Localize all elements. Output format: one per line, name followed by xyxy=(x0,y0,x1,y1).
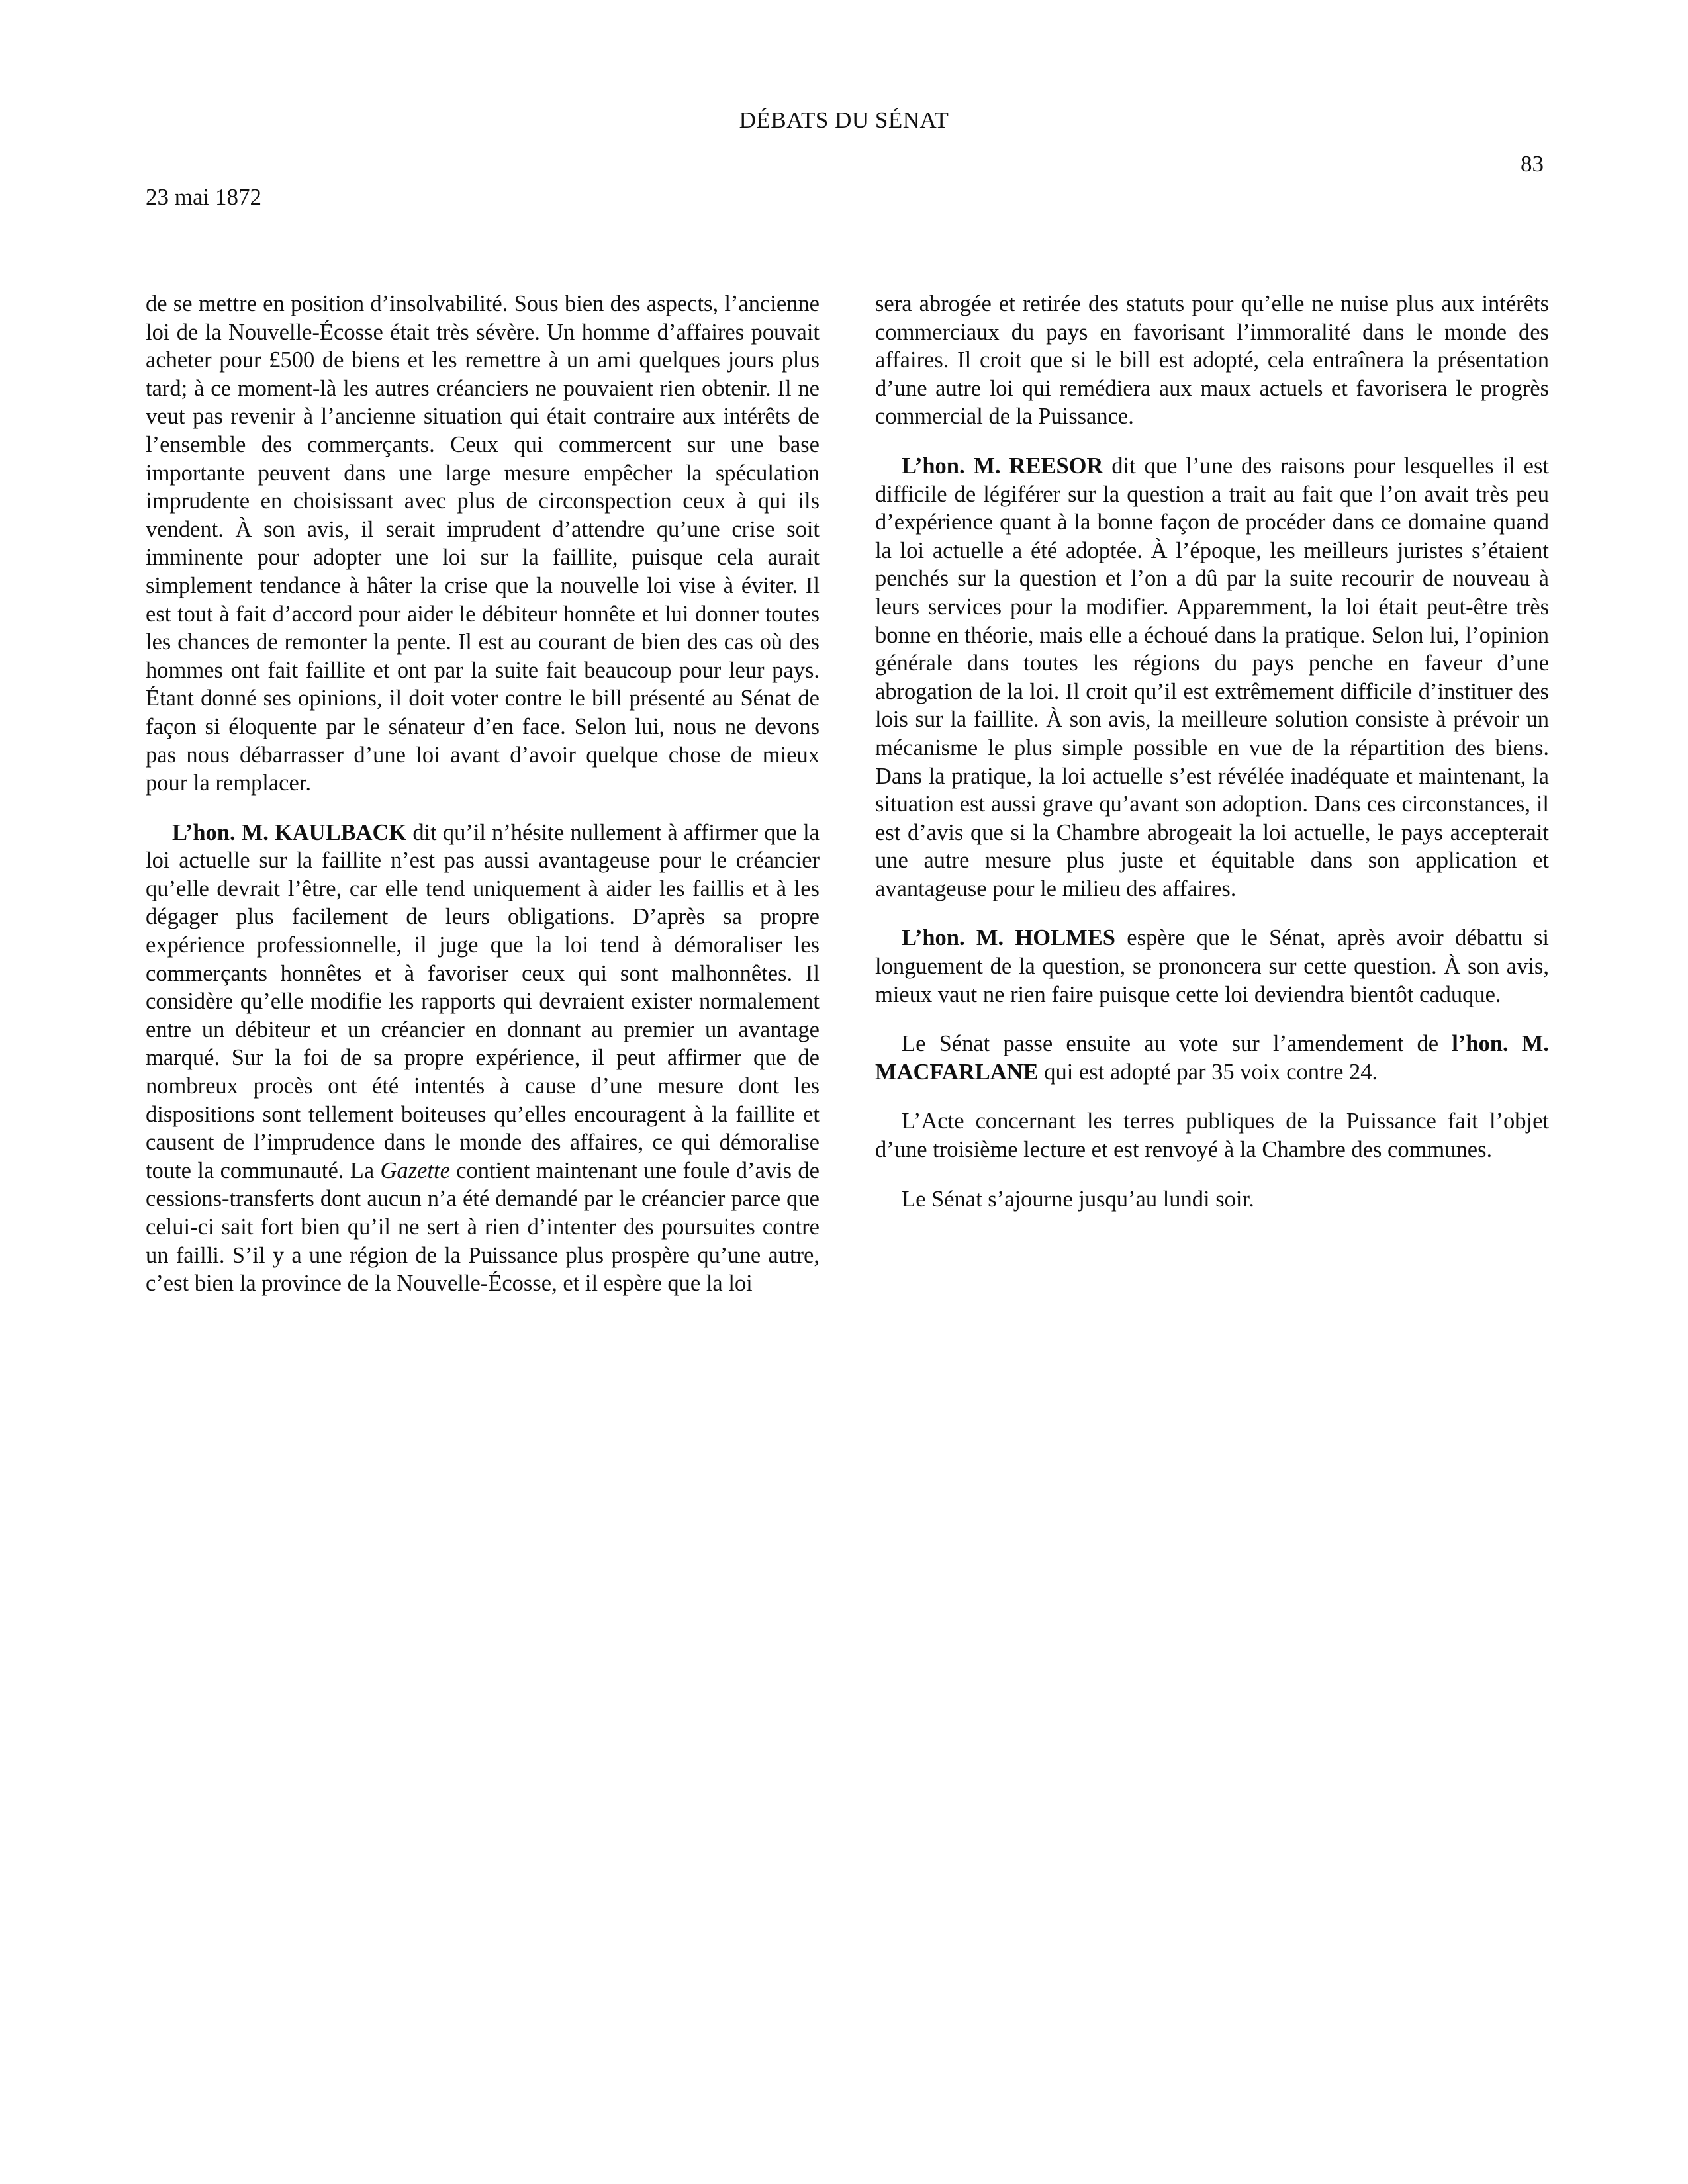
speaker-name: L’hon. M. KAULBACK xyxy=(172,819,407,845)
right-paragraph-adjourn: Le Sénat s’ajourne jusqu’au lundi soir. xyxy=(902,1186,1254,1212)
paragraph-text: dit que l’une des raisons pour lesquelles il est difficile de légiférer sur la question a trait au fait que l’on avait très peu d’expérience quant à la bonne façon de procéder dans ce domaine quand la loi actuelle a été adoptée. À l’époque, les meilleurs juristes s’étaient penchés sur la question et l’on a dû par la suite recourir de nouveau à leurs services pour la modifier. Apparemment, la loi était peut-être très bonne en théorie, mais elle a échoué dans la pratique. Selon lui, l’opinion générale dans toutes les régions du pays penche en faveur d’une abrogation de la loi. Il croit qu’il est extrêmement difficile d’instituer des lois sur la faillite. À son avis, la meilleure solution consiste à prévoir un mécanisme le plus simple possible en vue de la répartition des biens. Dans la pratique, la loi actuelle s’est révélée inadéquate et maintenant, la situation est aussi grave qu’avant son adoption. Dans ces circonstances, il est d’avis que si la Chambre abrogeait la loi actuelle, le pays accepterait une autre mesure plus juste et équitable dans son application et avantageuse pour le milieu des affaires. xyxy=(875,453,1549,901)
right-column xyxy=(875,290,1549,1234)
paragraph-text: dit qu’il n’hésite nullement à affirmer que la loi actuelle sur la faillite n’est pas aussi avantageuse pour le créancier qu’elle devrait l’être, car elle tend uniquement à aider les faillis et à les dégager plus facilement de leurs obligations. D’après sa propre expérience professionnelle, il juge que la loi tend à démoraliser les commerçants honnêtes et à favoriser ceux qui sont malhonnêtes. Il considère qu’elle modifie les rapports qui devraient exister normalement entre un débiteur et un créancier en donnant au premier un avantage marqué. Sur la foi de sa propre expérience, il peut affirmer que de nombreux procès ont été intentés à cause d’une mesure dont les dispositions sont tellement boiteuses qu’elles encouragent à la faillite et causent de l’imprudence dans le monde des affaires, ce qui démoralise toute la communauté. La xyxy=(146,819,820,1183)
left-column xyxy=(146,290,820,1319)
page-number: 83 xyxy=(1521,151,1544,177)
right-paragraph-vote xyxy=(875,1030,1549,1086)
paragraph-text: espère que le Sénat, après avoir débattu si longuement de la question, se prononcera sur cette question. À son avis, mieux vaut ne rien faire puisque cette loi deviendra bientôt caduque. xyxy=(875,925,1549,1007)
running-title: DÉBATS DU SÉNAT xyxy=(739,107,949,133)
speaker-name: L’hon. M. REESOR xyxy=(902,453,1103,478)
paragraph-text: contient maintenant une foule d’avis de cessions-transferts dont aucun n’a été demandé par le créancier parce que celui-ci sait fort bien qu’il ne sert à rien d’intenter des poursuites contre un failli. S’il y a une région de la Puissance plus prospère qu’une autre, c’est bien la province de la Nouvelle-Écosse, et il espère que la loi xyxy=(146,1158,820,1297)
right-paragraph-acte: L’Acte concernant les terres publiques de la Puissance fait l’objet d’une troisième lecture et est renvoyé à la Chambre des communes. xyxy=(875,1109,1549,1163)
right-paragraph-continued: sera abrogée et retirée des statuts pour qu’elle ne nuise plus aux intérêts commerciaux du pays en favorisant l’immoralité dans le monde des affaires. Il croit que si le bill est adopté, cela entraînera la présentation d’une autre loi qui remédiera aux maux actuels et favorisera le progrès commercial de la Puissance. xyxy=(875,291,1549,430)
paragraph-text: Le Sénat passe ensuite au vote sur l’amendement de xyxy=(902,1031,1452,1057)
paragraph-text: qui est adopté par 35 voix contre 24. xyxy=(1038,1059,1378,1085)
italic-title: Gazette xyxy=(380,1158,450,1183)
page-date: 23 mai 1872 xyxy=(146,184,261,210)
speaker-name: l’hon. M. MACFARLANE xyxy=(875,1031,1549,1085)
left-paragraph-kaulback xyxy=(146,819,820,1298)
left-paragraph-continued: de se mettre en position d’insolvabilité. Sous bien des aspects, l’ancienne loi de la Nouvelle-Écosse était très sévère. Un homme d’affaires pouvait acheter pour £500 de biens et les remettre à un ami quelques jours plus tard; à ce moment-là les autres créanciers ne pouvaient rien obtenir. Il ne veut pas revenir à l’ancienne situation qui était contraire aux intérêts de l’ensemble des commerçants. Ceux qui commercent sur une base importante peuvent dans une large mesure empêcher la spéculation imprudente en choisissant avec plus de circonspection ceux à qui ils vendent. À son avis, il serait imprudent d’attendre qu’une crise soit imminente pour adopter une loi sur la faillite, puisque cela aurait simplement tendance à hâter la crise que la nouvelle loi vise à éviter. Il est tout à fait d’accord pour aider le débiteur honnête et lui donner toutes les chances de remonter la pente. Il est au courant de bien des cas où des hommes ont fait faillite et ont par la suite fait beaucoup pour leur pays. Étant donné ses opinions, il doit voter contre le bill présenté au Sénat de façon si éloquente par le sénateur d’en face. Selon lui, nous ne devons pas nous débarrasser d’une loi avant d’avoir quelque chose de mieux pour la remplacer. xyxy=(146,291,820,796)
right-paragraph-holmes xyxy=(875,924,1549,1009)
right-paragraph-reesor xyxy=(875,452,1549,903)
speaker-name: L’hon. M. HOLMES xyxy=(902,925,1115,951)
